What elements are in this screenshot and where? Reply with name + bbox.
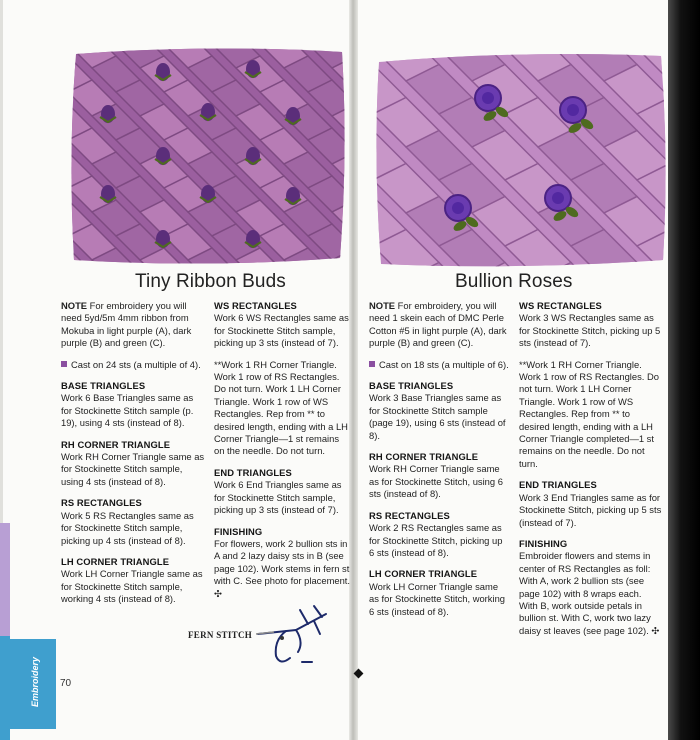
ribbon-bud-icon — [246, 230, 260, 248]
side-blue-strip — [0, 636, 10, 740]
ribbon-bud-icon — [286, 187, 300, 205]
section-body: Work LH Corner Triangle same as for Stockinette Stitch sample, working 4 sts (instead of 8). — [61, 568, 203, 605]
section-body: Work 6 Base Triangles same as for Stockinette Stitch sample (p. 19), using 4 sts (instead of 8). — [61, 392, 194, 429]
ribbon-bud-icon — [201, 103, 215, 121]
section-heading: FINISHING — [214, 525, 263, 537]
note-paragraph — [61, 300, 205, 350]
ribbon-bud-icon — [156, 230, 170, 248]
section-heading: BASE TRIANGLES — [61, 380, 146, 392]
rose-center-icon — [452, 202, 464, 214]
section-body: Work RH Corner Triangle same as for Stockinette Stitch sample, using 4 sts (instead of 8). — [61, 451, 205, 487]
section-heading: BASE TRIANGLES — [369, 380, 454, 392]
cast-on-line — [61, 359, 205, 371]
section-heading: RH CORNER TRIANGLE — [369, 451, 479, 463]
bullet-icon — [369, 361, 375, 367]
fern-stitch-diagram — [256, 600, 346, 675]
left-instructions-col-2 — [214, 300, 350, 600]
page-edge-right — [668, 0, 700, 740]
rose-center-icon — [482, 92, 494, 104]
ribbon-bud-icon — [201, 185, 215, 203]
cast-on-text: Cast on 24 sts (a multiple of 4). — [71, 358, 201, 370]
tiny-ribbon-buds-title: Tiny Ribbon Buds — [135, 271, 286, 292]
note-label: NOTE — [61, 300, 88, 311]
section-body: Work LH Corner Triangle same as for Stockinette Stitch, working 6 sts (instead of 8). — [369, 580, 505, 617]
ribbon-bud-icon — [101, 185, 115, 203]
section-body: Work 5 RS Rectangles same as for Stockinette Stitch sample, picking up 4 sts (instead of 8). — [61, 509, 194, 546]
section-heading: FINISHING — [519, 537, 568, 549]
section-heading: WS RECTANGLES — [214, 300, 297, 311]
knit-rectangle — [604, 263, 669, 271]
page-number: 70 — [60, 678, 72, 689]
section-heading: RS RECTANGLES — [61, 497, 142, 509]
book-gutter — [349, 0, 358, 740]
section-tab-label: Embroidery — [30, 656, 40, 707]
section-heading: RH CORNER TRIANGLE — [61, 438, 171, 450]
section-body: Embroider flowers and stems in center of RS Rectangles as foll: With A, work 2 bullion sts (see page 102) with 8 wraps each. With B, work outside petals in bullion st. With C, work two lazy daisy st leaves (see page 102). ✣ — [519, 550, 660, 636]
section-body: Work 6 End Triangles same as for Stockinette Stitch sample, picking up 3 sts (instead of 7). — [214, 479, 342, 516]
ribbon-bud-icon — [101, 105, 115, 123]
section-heading: WS RECTANGLES — [519, 300, 602, 311]
section-body: Work 6 WS Rectangles same as for Stockinette Stitch sample, picking up 3 sts (instead of 7). — [214, 312, 349, 349]
rose-center-icon — [567, 104, 579, 116]
bullion-roses-swatch-photo — [373, 48, 669, 270]
cast-on-text: Cast on 18 sts (a multiple of 6). — [379, 358, 509, 370]
side-color-strip — [0, 523, 10, 636]
section-body: Work 3 Base Triangles same as for Stockinette Stitch sample (page 19), using 6 sts (instead of 8). — [369, 392, 506, 441]
note-paragraph — [369, 300, 509, 350]
rose-center-icon — [552, 192, 564, 204]
right-instructions-col-2 — [519, 300, 662, 637]
repeat-paragraph: **Work 1 RH Corner Triangle. Work 1 row of RS Rectangles. Do not turn. Work 1 LH Corner Triangle. Work 1 row of WS Rectangles. Rep from ** to desired length, ending with a LH Corner Triangle completed—1 st remains on the needle. Do not turn. — [519, 358, 659, 469]
ribbon-bud-icon — [246, 147, 260, 165]
fern-stitch-label: FERN STITCH — [188, 630, 253, 640]
section-heading: END TRIANGLES — [214, 466, 292, 478]
repeat-paragraph: **Work 1 RH Corner Triangle. Work 1 row of RS Rectangles. Do not turn. Work 1 LH Corner Triangle. Work 1 row of WS Rectangles. Rep from ** to desired length, ending with a LH Corner Triangle—1 st remains on the needle. Do not turn. — [214, 358, 348, 457]
right-instructions-col-1 — [369, 300, 509, 618]
left-instructions-col-1 — [61, 300, 205, 606]
section-heading: LH CORNER TRIANGLE — [369, 568, 478, 580]
section-tab — [10, 639, 56, 729]
bullet-icon — [61, 361, 67, 367]
ribbon-bud-icon — [286, 107, 300, 125]
ribbon-bud-icon — [156, 63, 170, 81]
section-body: For flowers, work 2 bullion sts in A and 2 lazy daisy sts in B (see page 102). Work stems in fern st with C. See photo for placement. ✣ — [214, 537, 351, 599]
section-heading: LH CORNER TRIANGLE — [61, 555, 170, 567]
section-heading: RS RECTANGLES — [369, 509, 450, 521]
tiny-ribbon-buds-swatch-photo — [68, 44, 348, 268]
note-label: NOTE — [369, 300, 396, 311]
section-body: Work 3 WS Rectangles same as for Stockinette Stitch, picking up 5 sts (instead of 7). — [519, 312, 661, 349]
section-body: Work RH Corner Triangle same as for Stockinette Stitch, using 6 sts (instead of 8). — [369, 463, 503, 500]
section-body: Work 3 End Triangles same as for Stockinette Stitch, picking up 5 sts (instead of 7). — [519, 491, 662, 528]
note-text: For embroidery, you will need 1 skein each of DMC Perle Cotton #5 in light purple (A), dark purple (B) and green (C). — [369, 300, 507, 349]
section-heading: END TRIANGLES — [519, 479, 597, 491]
ribbon-bud-icon — [156, 147, 170, 165]
ribbon-bud-icon — [246, 60, 260, 78]
section-body: Work 2 RS Rectangles same as for Stockinette Stitch, picking up 6 sts (instead of 8). — [369, 522, 503, 558]
cast-on-line — [369, 359, 509, 371]
note-text: For embroidery you will need 5yd/5m 4mm ribbon from Mokuba in light purple (A), dark purple (B) and green (C). — [61, 300, 192, 349]
bullion-roses-title: Bullion Roses — [455, 271, 573, 292]
